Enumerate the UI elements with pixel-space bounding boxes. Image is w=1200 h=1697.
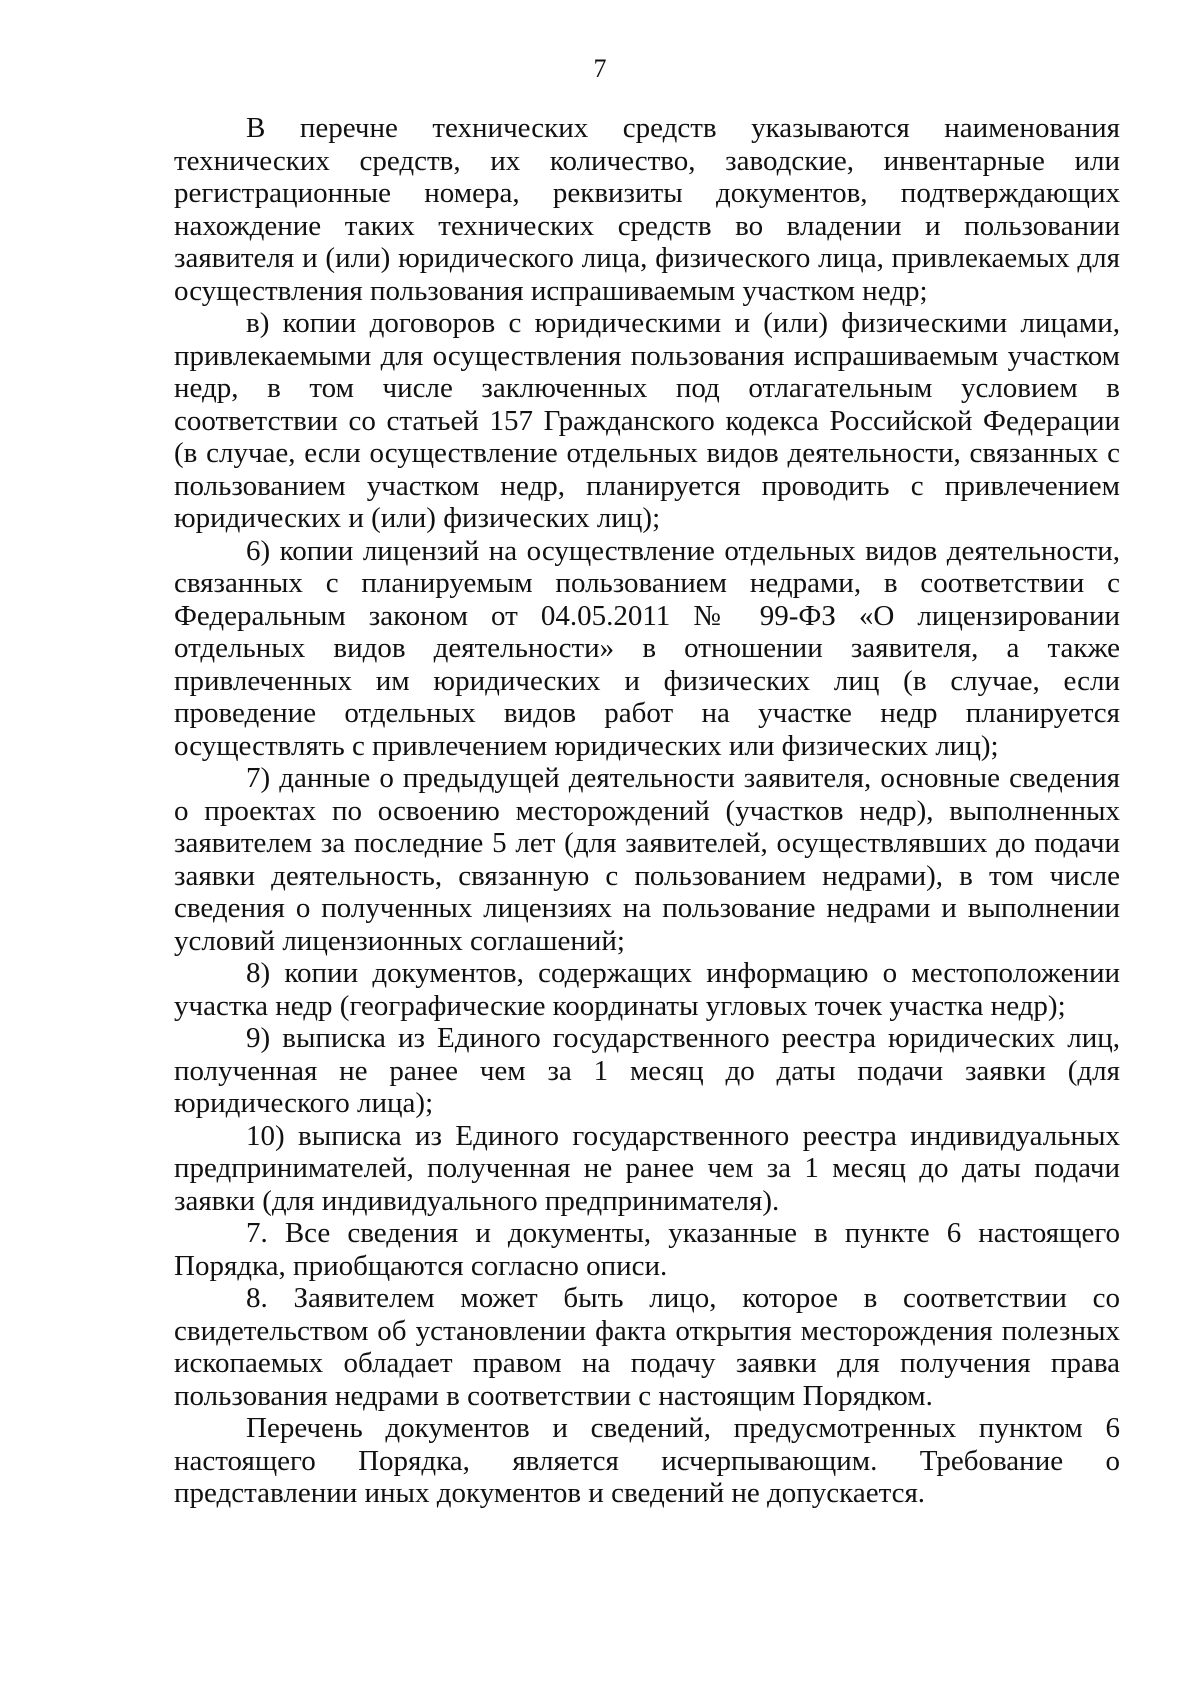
paragraph-item-v-contracts: в) копии договоров с юридическими и (или) физическими лицами, привлекаемыми для осуществления пользования испрашиваемым участком недр, в том числе заключенных под отлагательным условием в соответствии со статьей 157 Гражданского кодекса Российской Федерации (в случае, если осуществление отдельных видов деятельности, связанных с пользованием участком недр, планируется проводить с привлечением юридических и (или) физических лиц);: [174, 307, 1120, 534]
paragraph-item-10-entrepreneurs-extract: 10) выписка из Единого государственного реестра индивидуальных предпринимателей, полученная не ранее чем за 1 месяц до даты подачи заявки (для индивидуального предпринимателя).: [174, 1119, 1120, 1217]
paragraph-clause-7: 7. Все сведения и документы, указанные в пункте 6 настоящего Порядка, приобщаются согласно описи.: [174, 1217, 1120, 1282]
paragraph-clause-8: 8. Заявителем может быть лицо, которое в соответствии со свидетельством об установлении факта открытия месторождения полезных ископаемых обладает правом на подачу заявки для получения права пользования недрами в соответствии с настоящим Порядком.: [174, 1282, 1120, 1412]
paragraph-item-6-licenses: 6) копии лицензий на осуществление отдельных видов деятельности, связанных с планируемым пользованием недрами, в соответствии с Федеральным законом от 04.05.2011 № 99-ФЗ «О лицензировании отдельных видов деятельности» в отношении заявителя, а также привлеченных им юридических и физических лиц (в случае, если проведение отдельных видов работ на участке недр планируется осуществлять с привлечением юридических или физических лиц);: [174, 534, 1120, 762]
paragraph-item-8-location-documents: 8) копии документов, содержащих информацию о местоположении участка недр (географические координаты угловых точек участка недр);: [174, 957, 1120, 1022]
paragraph-exhaustive-list: Перечень документов и сведений, предусмотренных пунктом 6 настоящего Порядка, является исчерпывающим. Требование о представлении иных документов и сведений не допускается.: [174, 1412, 1120, 1509]
paragraph-technical-means-list: В перечне технических средств указываются наименования технических средств, их количество, заводские, инвентарные или регистрационные номера, реквизиты документов, подтверждающих нахождение таких технических средств во владении и пользовании заявителя и (или) юридического лица, физического лица, привлекаемых для осуществления пользования испрашиваемым участком недр;: [174, 112, 1120, 307]
paragraph-item-7-previous-activity: 7) данные о предыдущей деятельности заявителя, основные сведения о проектах по освоению месторождений (участков недр), выполненных заявителем за последние 5 лет (для заявителей, осуществлявших до подачи заявки деятельность, связанную с пользованием недрами), в том числе сведения о полученных лицензиях на пользование недрами и выполнении условий лицензионных соглашений;: [174, 762, 1120, 957]
paragraph-item-9-legal-entities-extract: 9) выписка из Единого государственного реестра юридических лиц, полученная не ранее чем за 1 месяц до даты подачи заявки (для юридического лица);: [174, 1022, 1120, 1119]
page-number: 7: [593, 54, 607, 83]
document-body: [174, 112, 1120, 1510]
